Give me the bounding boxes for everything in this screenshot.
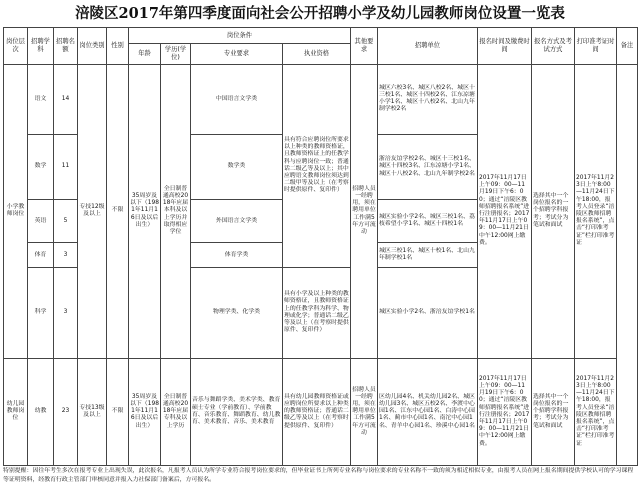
kinder-count: 23 <box>54 358 78 465</box>
primary-subject: 数学 <box>28 134 54 200</box>
kinder-level: 幼儿园教师岗位 <box>4 358 28 465</box>
header-education: 学历(学位) <box>161 43 191 64</box>
header-gender: 性别 <box>107 28 129 65</box>
header-qualification: 执业资格 <box>283 43 351 64</box>
header-units: 招聘单位 <box>378 28 478 65</box>
primary-education: 全日制普通高校2018年应届本科及以上学历并取得相应学位 <box>161 64 191 358</box>
footnote: 特别提醒：因往年考生多次在报考专业上出现失误，此次报名，凡报考人员认为所学专业符合报考岗位要求的，但毕业证书上所列专业名称与岗位要求的专业名称不一致的须为相近相似专业，由报考人员在网上报名期间提供学校认可的学习课程等证明资料，经教育行政主管部门审核同意并报入力社保部门备案后，方可报名。 <box>3 468 634 483</box>
table-row <box>4 358 638 465</box>
kinder-gender: 不限 <box>107 358 129 465</box>
primary-qualification: 具有符合应聘岗位所要求以上种类的教师资格证，且教师资格证上的任教学科与应聘岗位一致；普通话二级乙等及以上；其中应聘语文教师岗位须达到二级甲等及以上（在考察时提供原件、复印件） <box>283 64 351 268</box>
primary-major: 物理学类、化学类 <box>191 268 283 358</box>
primary-count: 3 <box>54 243 78 268</box>
header-registration: 报名时间及缴费时间 <box>478 28 532 65</box>
kinder-exam: 选择其中一个岗位报名的一个招聘学科报考；考试分为笔试和面试 <box>532 358 575 465</box>
primary-major: 数学类 <box>191 134 283 200</box>
kinder-category: 专技13级及以上 <box>78 358 107 465</box>
kinder-units: 区幼儿园4名、机关幼儿园2名、城区幼儿园3名、城区五校2名、李渡中心园1名、江东中心园1名、白涛中心园1名、蔺市中心园1名、南沱中心园1名、青羊中心园1名、珍溪中心园1名 <box>378 358 478 465</box>
primary-exam: 选择其中一个岗位报名的一个招聘学科报考；考试分为笔试和面试 <box>532 64 575 358</box>
primary-level: 小学教师岗位 <box>4 64 28 358</box>
primary-units: 城区实验小学2名、浙涪友谊学校1名 <box>378 268 478 358</box>
primary-subject: 英语 <box>28 200 54 243</box>
header-count: 招聘名额 <box>54 28 78 65</box>
kinder-age: 35周岁及以下（1981年11月16日及以后出生） <box>129 358 161 465</box>
primary-other: 招聘人员一经聘用，须在聘用单位工作满5年方可流动 <box>351 64 378 358</box>
primary-registration: 2017年11月17日上午09：00—11月19日下午6：00；通过“涪陵区教师招聘报名系统”进行注册报名；2017年11月17日上午09：00—11月21日中午12:00网上缴费。 <box>478 64 532 358</box>
primary-subject: 体育 <box>28 243 54 268</box>
primary-subject: 科学 <box>28 268 54 358</box>
primary-subject: 语文 <box>28 64 54 134</box>
primary-count: 3 <box>54 268 78 358</box>
kinder-admit: 2017年11月23日上午8:00—11月24日下午18:00，报考人员登录“涪陵区教师招聘报名系统”，点击“打印准考证”栏打印准考证 <box>575 358 617 465</box>
primary-age: 35周岁及以下（1981年11月16日及以后出生） <box>129 64 161 358</box>
header-exam: 报名方式及考试方式 <box>532 28 575 65</box>
header-subject: 招聘学科 <box>28 28 54 65</box>
kinder-other: 招聘人员一经聘用，须在聘用单位工作满5年方可流动 <box>351 358 378 465</box>
table-row <box>4 64 638 134</box>
header-major: 专业要求 <box>191 43 283 64</box>
kinder-education: 全日制普通高校2018年应届专科及以上学历 <box>161 358 191 465</box>
header-age: 年龄 <box>129 43 161 64</box>
primary-qualification: 具有小学及以上种类的教师资格证，且教师资格证上的任教学科为科学、物理或化学；普通话二级乙等及以上（在考察时提供原件、复印件） <box>283 268 351 358</box>
primary-gender: 不限 <box>107 64 129 358</box>
primary-units: 浙涪友谊学校2名、城区十三校1名、城区十四校3名、江东凉塘小学1名、城区十八校2名、北山九年制学校2名 <box>378 134 478 200</box>
primary-count: 11 <box>54 134 78 200</box>
primary-units: 城区三校1名、城区十校1名、北山九年制学校1名 <box>378 243 478 268</box>
kinder-qualification: 具有幼儿园教师资格证或应聘岗位所要求以上种类的教师资格证；普通话二级乙等及以上（在考察时提供原件、复印件） <box>283 358 351 465</box>
header-category: 岗位类别 <box>78 28 107 65</box>
positions-table <box>3 27 638 466</box>
primary-major: 中国语言文学类 <box>191 64 283 134</box>
primary-category: 专技12级及以上 <box>78 64 107 358</box>
kinder-subject: 幼教 <box>28 358 54 465</box>
header-other: 其他要求 <box>351 28 378 65</box>
primary-units: 城区六校3名、城区八校2名、城区十三校1名、城区十四校2名、江东凉塘小学1名、城区十八校2名、北山九年制学校2名 <box>378 64 478 134</box>
primary-major: 体育学类 <box>191 243 283 268</box>
primary-units: 城区实验小学2名、城区三校1名、荔枝希望小学1名、城区十四校1名 <box>378 200 478 243</box>
primary-count: 5 <box>54 200 78 243</box>
header-row <box>4 28 638 44</box>
kinder-major: 音乐与舞蹈学类、美术学类、教育硕士专业（学前教育）、学前教育、音乐教育、舞蹈教育、幼儿教育、美术教育、音乐、美术教育 <box>191 358 283 465</box>
primary-admit: 2017年11月23日上午8:00—11月24日下午18:00，报考人员登录“涪陵区教师招聘报名系统”，点击“打印准考证”栏打印准考证 <box>575 64 617 358</box>
remark-cell <box>617 64 638 465</box>
header-remark: 备注 <box>617 28 638 65</box>
primary-count: 14 <box>54 64 78 134</box>
primary-major: 外国语言文学类 <box>191 200 283 243</box>
header-level: 岗位层次 <box>4 28 28 65</box>
header-conditions: 岗位条件 <box>129 28 351 44</box>
page-title: 涪陵区2017年第四季度面向社会公开招聘小学及幼儿园教师岗位设置一览表 <box>75 5 565 22</box>
kinder-registration: 2017年11月17日上午09：00—11月19日下午6：00；通过“涪陵区教师招聘报名系统”进行注册报名；2017年11月17日上午09：00—11月21日中午12:00网上缴费。 <box>478 358 532 465</box>
header-admit: 打印准考证时间 <box>575 28 617 65</box>
